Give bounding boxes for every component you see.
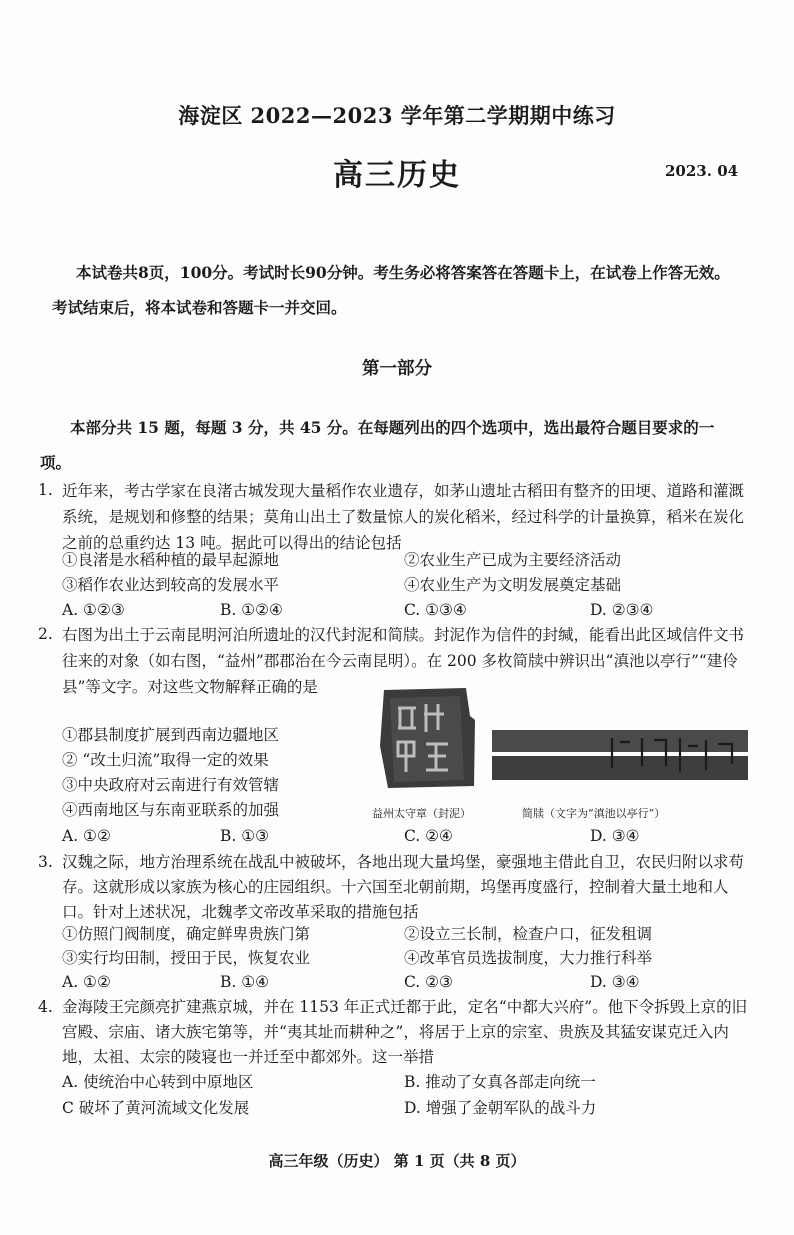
statement-3: ③中央政府对云南进行有效管辖 xyxy=(62,776,280,794)
question-number: 3. xyxy=(38,853,53,871)
question-number: 1. xyxy=(38,481,53,499)
statement-2: ②农业生产已成为主要经济活动 xyxy=(404,551,622,569)
option-c: C. ①③④ xyxy=(404,601,467,619)
subject-title: 高三历史 xyxy=(333,158,461,193)
seal-caption: 益州太守章（封泥） xyxy=(372,807,471,820)
question-stem: 金海陵王完颜亮扩建燕京城，并在 1153 年正式迁都于此，定名“中都大兴府”。他下令拆毁上京的旧宫殿、宗庙、诸大族宅第等，并“夷其址而耕种之”，将居于上京的宗室、贵族及其猛安谋克迁入内地，太祖、太宗的陵寝也一并迁至中都郊外。这一举措 xyxy=(62,998,748,1066)
option-b: B. ①③ xyxy=(220,827,270,845)
question-number: 4. xyxy=(38,998,53,1016)
option-d: D. 增强了金朝军队的战斗力 xyxy=(404,1099,597,1117)
exam-date: 2023. 04 xyxy=(665,162,739,180)
intro-paragraph: 本试卷共8页，100分。考试时长90分钟。考生务必将答案答在答题卡上，在试卷上作答无效。考试结束后，将本试卷和答题卡一并交回。 xyxy=(52,263,730,317)
statement-4: ④改革官员选拔制度，大力推行科举 xyxy=(404,949,653,967)
statement-1: ①良渚是水稻种植的最早起源地 xyxy=(62,551,280,569)
slip-caption: 简牍（文字为“滇池以亭行”） xyxy=(522,807,666,820)
option-b: B. ①④ xyxy=(220,973,270,991)
page-footer: 高三年级（历史） 第 1 页（共 8 页） xyxy=(268,1152,526,1170)
option-d: D. ③④ xyxy=(590,973,640,991)
statement-3: ③稻作农业达到较高的发展水平 xyxy=(62,576,280,594)
section-instructions: 本部分共 15 题，每题 3 分，共 45 分。在每题列出的四个选项中，选出最符合题目要求的一项。 xyxy=(40,418,715,472)
option-a: A. 使统治中心转到中原地区 xyxy=(62,1073,254,1091)
option-a: A. ①②③ xyxy=(62,601,125,619)
option-c: C 破坏了黄河流域文化发展 xyxy=(62,1099,250,1117)
statement-3: ③实行均田制，授田于民，恢复农业 xyxy=(62,949,311,967)
bamboo-slip-image xyxy=(492,726,750,788)
bamboo-slip-illustration xyxy=(492,726,750,788)
statement-1: ①仿照门阀制度，确定鲜卑贵族门第 xyxy=(62,925,311,943)
option-a: A. ①② xyxy=(62,973,111,991)
option-c: C. ②③ xyxy=(404,973,453,991)
statement-4: ④农业生产为文明发展奠定基础 xyxy=(404,576,622,594)
clay-seal-illustration xyxy=(378,686,478,790)
section-title: 第一部分 xyxy=(362,359,432,379)
option-a: A. ①② xyxy=(62,827,111,845)
seal-image xyxy=(378,686,478,790)
question-number: 2. xyxy=(38,625,53,643)
option-d: D. ②③④ xyxy=(590,601,654,619)
question-stem: 近年来，考古学家在良渚古城发现大量稻作农业遗存，如茅山遗址古稻田有整齐的田埂、道路和灌溉系统，是规划和修整的结果；莫角山出土了数量惊人的炭化稻米，经过科学的计量换算，稻米在炭化之前的总重约达 13 吨。据此可以得出的结论包括 xyxy=(62,482,745,552)
exam-title: 海淀区 2022—2023 学年第二学期期中练习 xyxy=(178,103,616,128)
option-d: D. ③④ xyxy=(590,827,640,845)
option-b: B. ①②④ xyxy=(220,601,283,619)
stem-text: 右图为出土于云南昆明河泊所遗址的汉代封泥和简牍。封泥作为信件的封缄，能看出此区域信件文书往来的对象（如右图，“益州”郡郡治在今云南昆明）。在 200 多枚简牍中辨识出“滇池以亭行”“建伶县”等文字。对这些文物解释正确的是 xyxy=(62,626,745,696)
statement-2: ② “改土归流”取得一定的效果 xyxy=(62,751,269,769)
option-b: B. 推动了女真各部走向统一 xyxy=(404,1073,596,1091)
statement-1: ①郡县制度扩展到西南边疆地区 xyxy=(62,726,280,744)
option-c: C. ②④ xyxy=(404,827,453,845)
statement-2: ②设立三长制，检查户口，征发租调 xyxy=(404,925,653,943)
statement-4: ④西南地区与东南亚联系的加强 xyxy=(62,801,280,819)
question-stem: 汉魏之际，地方治理系统在战乱中被破坏，各地出现大量坞堡，豪强地主借此自卫，农民归附以求苟存。这就形成以家族为核心的庄园组织。十六国至北朝前期，坞堡再度盛行，控制着大量土地和人口。针对上述状况，北魏孝文帝改革采取的措施包括 xyxy=(62,853,745,921)
